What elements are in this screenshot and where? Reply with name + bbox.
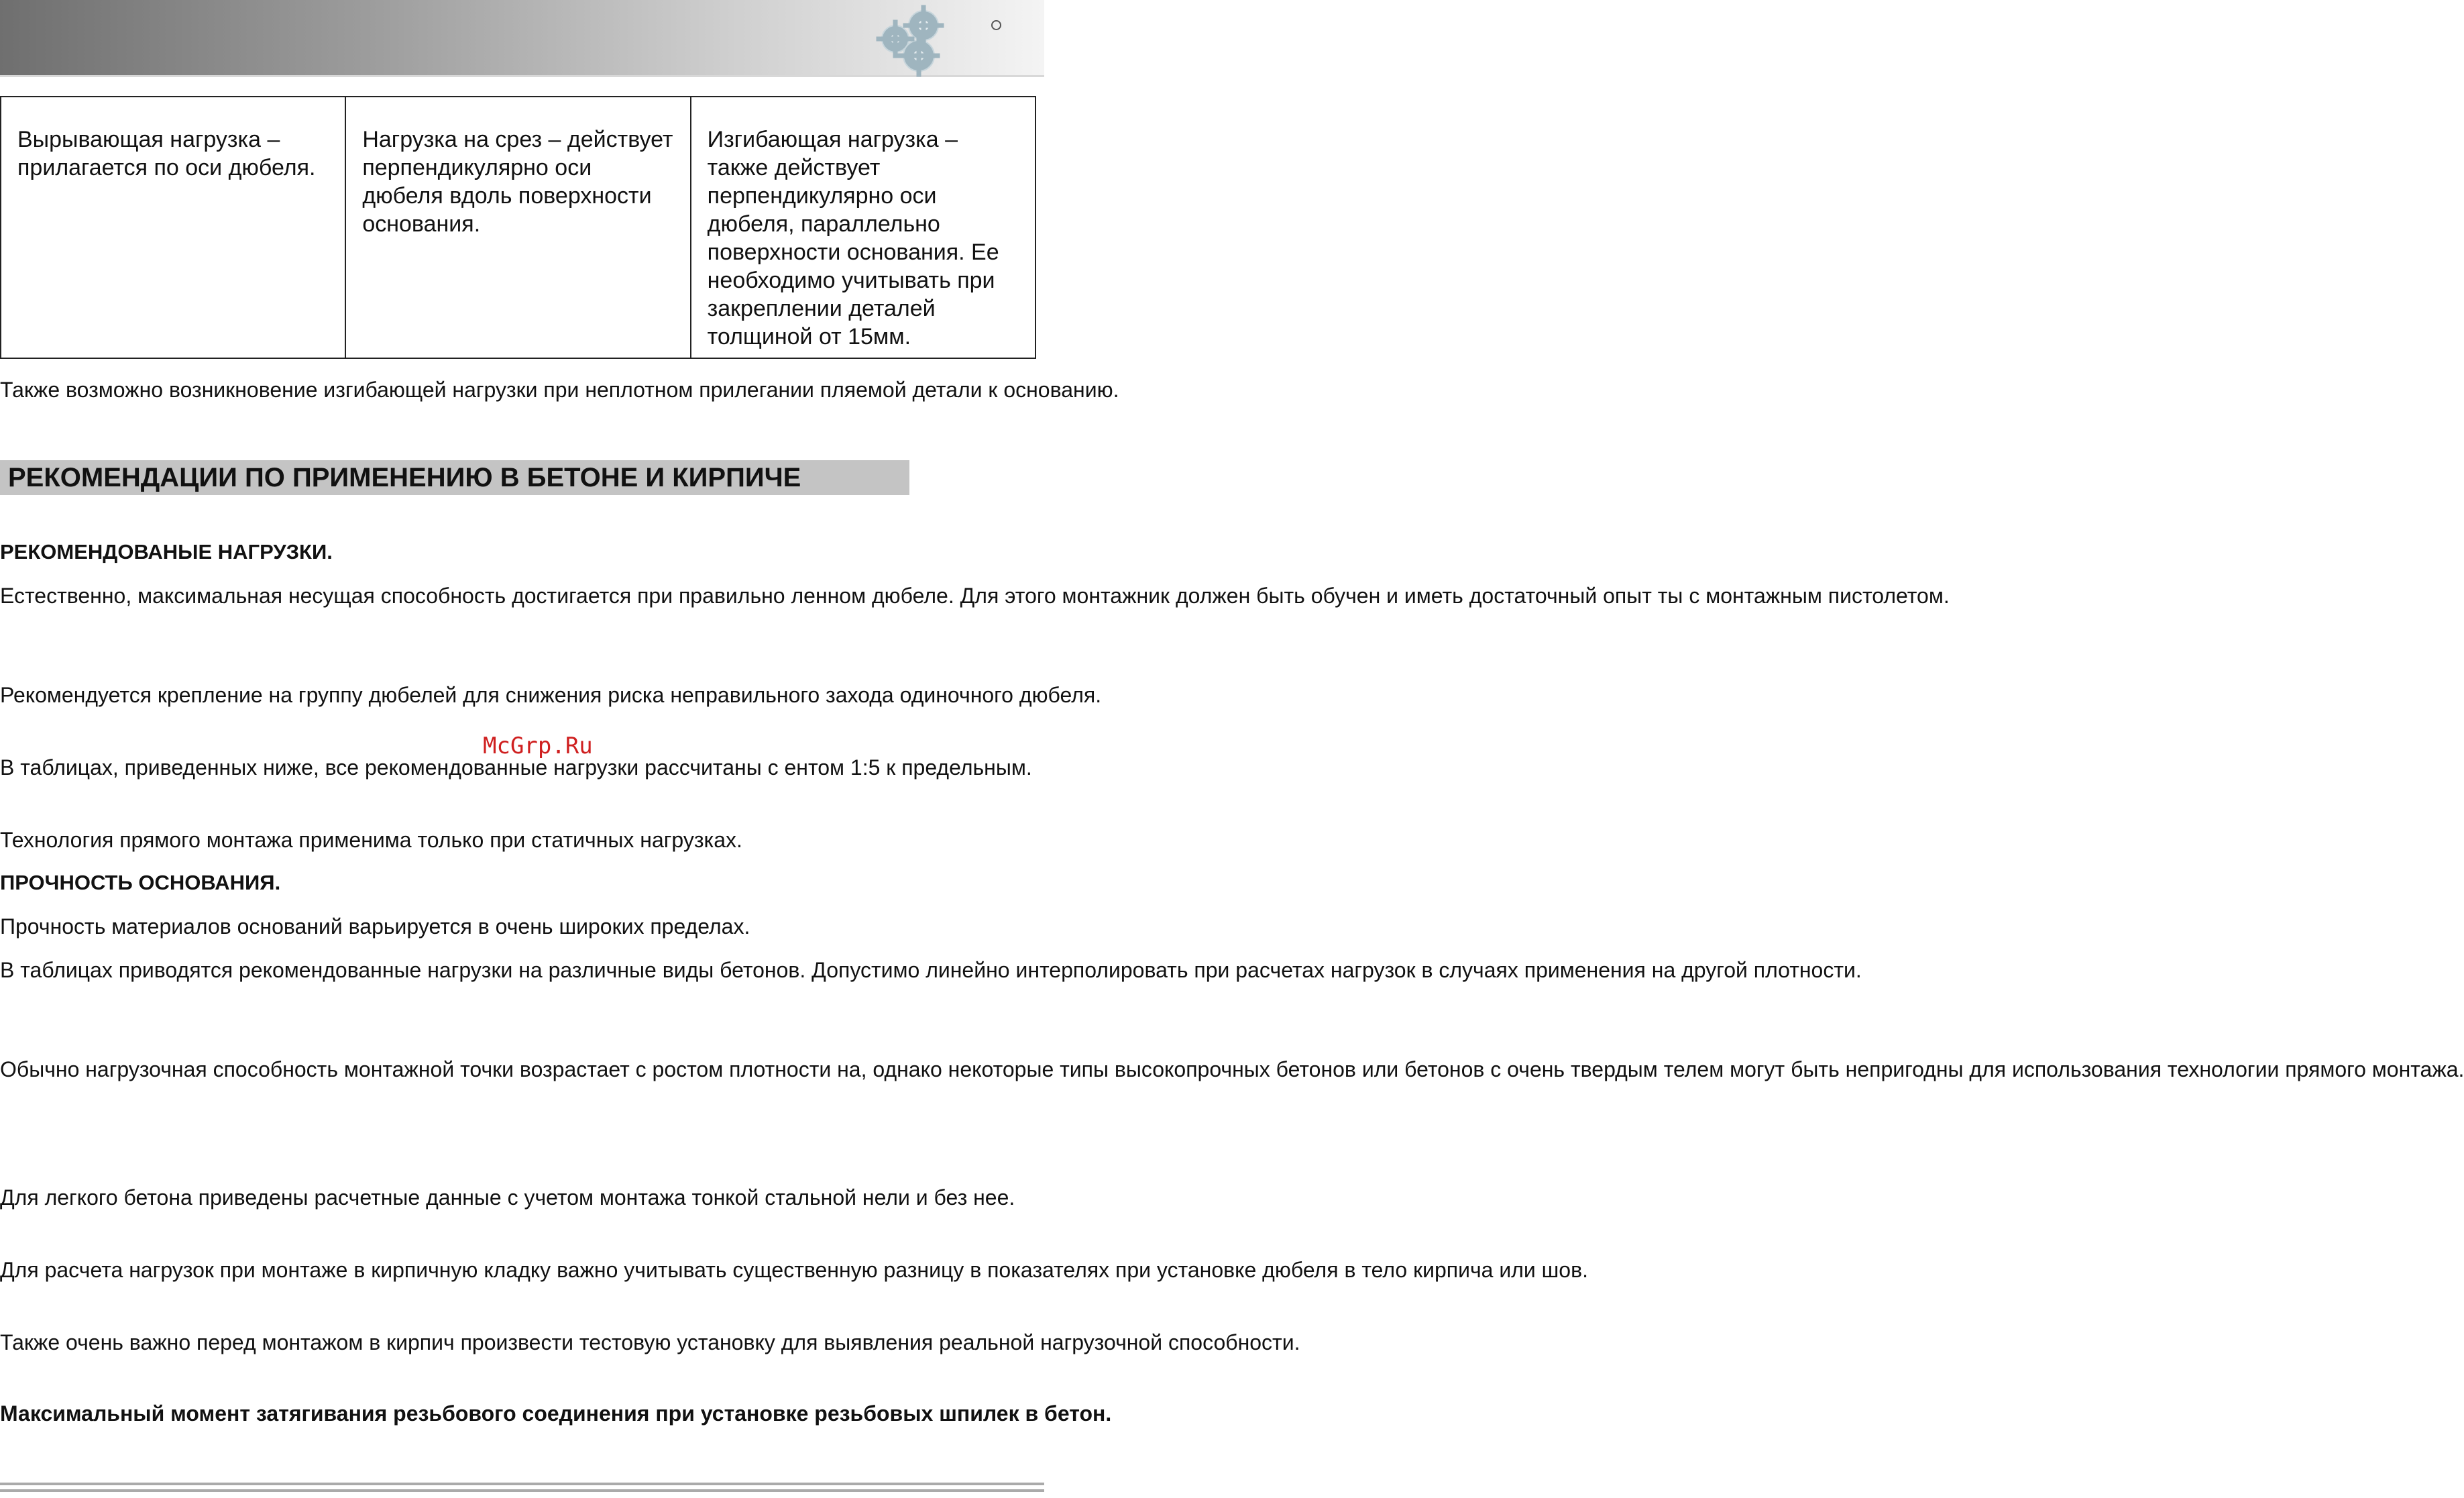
paragraph-max-capacity: Естественно, максимальная несущая способность достигается при правильно ленном дюбеле. Для этого монтажник должен быть обучен и иметь достаточный опыт ты с монтажным пистолетом. (0, 584, 1950, 608)
intro-paragraph: Также возможно возникновение изгибающей нагрузки при неплотном прилегании пляемой детали к основанию. (0, 378, 1119, 402)
paragraph-concrete-tables: В таблицах приводятся рекомендованные нагрузки на различные виды бетонов. Допустимо линейно интерполировать при расчетах нагрузок в случаях применения на другой плотности. (0, 958, 1862, 982)
paragraph-density: Обычно нагрузочная способность монтажной точки возрастает с ростом плотности на, однако некоторые типы высокопрочных бетонов или бетонов с очень твердым телем могут быть непригодны для использования технологии прямого монтажа. (0, 1057, 2464, 1081)
section-title: РЕКОМЕНДАЦИИ ПО ПРИМЕНЕНИЮ В БЕТОНЕ И КИРПИЧЕ (8, 463, 801, 492)
table-cell-bending: Изгибающая нагрузка – также действует перпендикулярно оси дюбеля, параллельно поверхности основания. Ее необходимо учитывать при закреплении деталей толщиной от 15мм. (691, 97, 1035, 358)
footer-divider (0, 1483, 1044, 1485)
paragraph-static-loads: Технология прямого монтажа применима только при статичных нагрузках. (0, 828, 742, 852)
paragraph-strength-range: Прочность материалов оснований варьируется в очень широких пределах. (0, 914, 750, 939)
paragraph-brick-masonry: Для расчета нагрузок при монтаже в кирпичную кладку важно учитывать существенную разницу в показателях при установке дюбеля в тело кирпича или шов. (0, 1258, 1588, 1282)
paragraph-group-fastening: Рекомендуется крепление на группу дюбелей для снижения риска неправильного захода одиночного дюбеля. (0, 683, 1102, 707)
heading-base-strength: ПРОЧНОСТЬ ОСНОВАНИЯ. (0, 871, 281, 894)
paragraph-test-installation: Также очень важно перед монтажом в кирпич произвести тестовую установку для выявления реальной нагрузочной способности. (0, 1330, 1300, 1354)
header-circle-mark (991, 20, 1001, 30)
heading-recommended-loads: РЕКОМЕНДОВАНЫЕ НАГРУЗКИ. (0, 540, 333, 564)
gears-logo-icon (875, 5, 962, 76)
footer-divider-secondary (0, 1489, 1044, 1492)
table-cell-shear: Нагрузка на срез – действует перпендикулярно оси дюбеля вдоль поверхности основания. (345, 97, 690, 358)
watermark-text: McGrp.Ru (483, 733, 593, 759)
paragraph-safety-factor: В таблицах, приведенных ниже, все рекомендованные нагрузки рассчитаны с ентом 1:5 к предельным. (0, 755, 1032, 780)
table-cell-pull-out: Вырывающая нагрузка – прилагается по оси дюбеля. (1, 97, 345, 358)
heading-max-torque: Максимальный момент затягивания резьбового соединения при установке резьбовых шпилек в бетон. (0, 1401, 1112, 1426)
paragraph-light-concrete: Для легкого бетона приведены расчетные данные с учетом монтажа тонкой стальной нели и без нее. (0, 1185, 1015, 1210)
load-types-table (0, 96, 1036, 359)
